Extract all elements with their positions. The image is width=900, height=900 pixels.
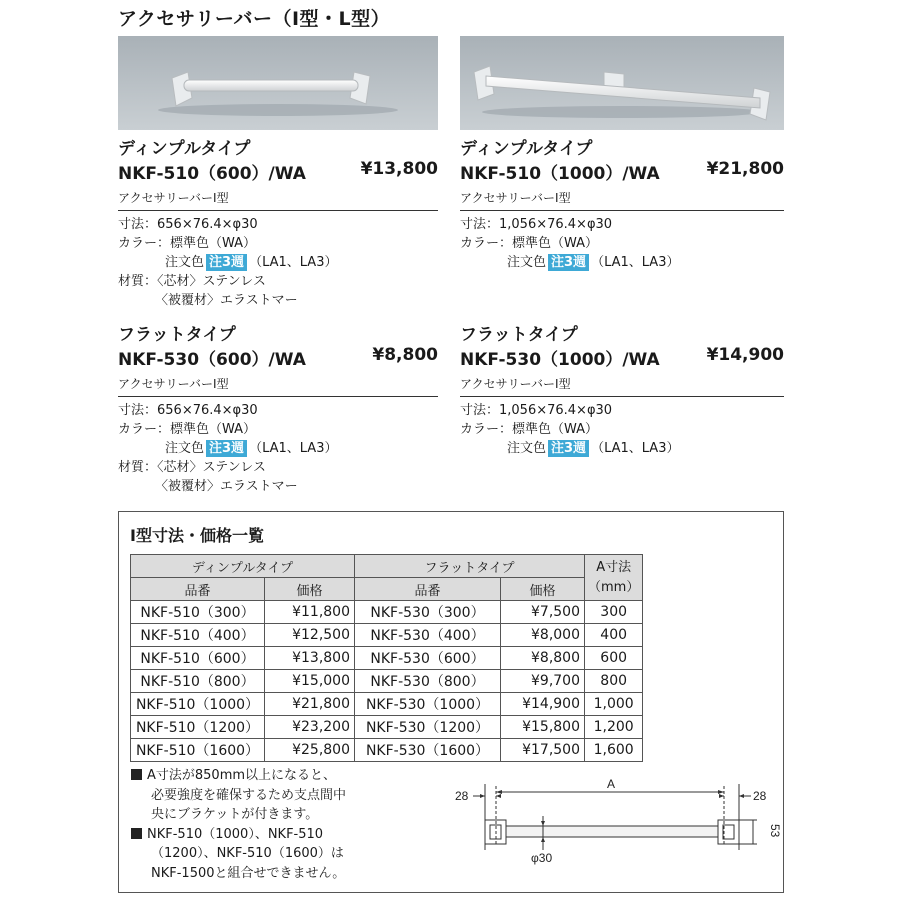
spec-color-standard: カラー：標準色（WA） xyxy=(118,422,257,437)
bracket-right xyxy=(718,820,739,844)
dimple-code-cell: NKF-510（1000） xyxy=(131,693,265,716)
product-price: ¥13,800 xyxy=(360,159,438,179)
bar-body xyxy=(506,826,718,837)
dimple-price-cell: ¥12,500 xyxy=(265,624,355,647)
dimple-code-cell: NKF-510（300） xyxy=(131,601,265,624)
spec-size: 寸法：656×76.4×φ30 xyxy=(118,217,258,232)
dimension-diagram xyxy=(455,776,782,876)
table-row xyxy=(131,739,643,762)
table-row xyxy=(131,716,643,739)
flat-price-cell: ¥15,800 xyxy=(501,716,585,739)
divider xyxy=(118,396,438,397)
product-subtitle: アクセサリーバーI型 xyxy=(460,191,571,205)
product-type: ディンプルタイプ xyxy=(460,139,593,159)
note-1-line-3: 央にブラケットが付きます。 xyxy=(151,807,319,822)
table-row xyxy=(131,670,643,693)
note-text: A寸法が850mm以上になると、 xyxy=(147,768,337,783)
spec-material-core: 材質：〈芯材〉ステンレス xyxy=(118,274,266,289)
product-photo-nkf510-1000 xyxy=(460,36,784,130)
spec-color-order xyxy=(460,439,784,458)
note-2-line-3: NKF-1500と組合せできません。 xyxy=(151,865,346,881)
label-diameter: φ30 xyxy=(531,851,553,865)
product-subtitle: アクセサリーバーI型 xyxy=(118,191,229,205)
a-dimension-cell: 1,600 xyxy=(585,739,643,762)
table-row xyxy=(131,693,643,716)
spec-color-order xyxy=(460,253,784,272)
a-dimension-cell: 1,000 xyxy=(585,693,643,716)
a-dimension-cell: 300 xyxy=(585,601,643,624)
flat-price-cell: ¥14,900 xyxy=(501,693,585,716)
arrow-icon xyxy=(496,794,501,798)
spec-list xyxy=(118,215,438,310)
order-color-codes: （LA1、LA3） xyxy=(249,255,338,270)
arrow-icon xyxy=(718,790,724,794)
flat-price-cell: ¥8,800 xyxy=(501,647,585,670)
header-a-dimension xyxy=(585,555,643,601)
spec-material-core: 材質：〈芯材〉ステンレス xyxy=(118,460,266,475)
order-color-label: 注文色 xyxy=(165,441,205,456)
product-card-nkf510-1000 xyxy=(460,134,784,272)
flat-code-cell: NKF-530（300） xyxy=(355,601,501,624)
spec-color-standard: カラー：標準色（WA） xyxy=(460,422,599,437)
model-line xyxy=(118,345,438,370)
spec-color-standard: カラー：標準色（WA） xyxy=(118,236,257,251)
arrow-icon xyxy=(496,790,502,794)
spec-size: 寸法：656×76.4×φ30 xyxy=(118,403,258,418)
price-table-title: I型寸法・価格一覧 xyxy=(130,526,264,545)
header-dimple-code: 品番 xyxy=(131,578,265,601)
arrow-icon xyxy=(541,837,545,842)
lead-time-badge: 注3週 xyxy=(548,254,589,271)
header-flat-code: 品番 xyxy=(355,578,501,601)
dimple-code-cell: NKF-510（1600） xyxy=(131,739,265,762)
note-text: NKF-510（1000）、NKF-510 xyxy=(147,826,324,842)
spec-list xyxy=(118,401,438,496)
dimple-price-cell: ¥13,800 xyxy=(265,647,355,670)
flat-price-cell: ¥9,700 xyxy=(501,670,585,693)
order-color-codes: （LA1、LA3） xyxy=(591,441,680,456)
label-a: A xyxy=(607,777,616,791)
product-price: ¥21,800 xyxy=(706,159,784,179)
product-type: フラットタイプ xyxy=(118,325,236,345)
dimple-price-cell: ¥15,000 xyxy=(265,670,355,693)
dimple-code-cell: NKF-510（800） xyxy=(131,670,265,693)
model-number: NKF-530（1000）/WA xyxy=(460,350,660,370)
table-row xyxy=(131,601,643,624)
lead-time-badge: 注3週 xyxy=(206,440,247,457)
price-table xyxy=(130,554,643,762)
product-type: フラットタイプ xyxy=(460,325,578,345)
dimple-code-cell: NKF-510（400） xyxy=(131,624,265,647)
flat-code-cell: NKF-530（1600） xyxy=(355,739,501,762)
spec-size: 寸法：1,056×76.4×φ30 xyxy=(460,217,613,232)
spec-color-standard: カラー：標準色（WA） xyxy=(460,236,599,251)
spec-color-order xyxy=(118,253,438,272)
dimple-code-cell: NKF-510（600） xyxy=(131,647,265,670)
dimple-price-cell: ¥25,800 xyxy=(265,739,355,762)
product-price: ¥14,900 xyxy=(706,345,784,365)
product-card-nkf530-600 xyxy=(118,320,438,496)
flat-code-cell: NKF-530（1200） xyxy=(355,716,501,739)
arrow-icon xyxy=(480,794,485,798)
notes xyxy=(131,766,346,883)
arrow-icon xyxy=(739,794,744,798)
spec-size: 寸法：1,056×76.4×φ30 xyxy=(460,403,613,418)
flat-price-cell: ¥8,000 xyxy=(501,624,585,647)
label-height: 53 xyxy=(768,824,782,838)
bullet-square-icon xyxy=(131,828,142,839)
table-row xyxy=(131,647,643,670)
header-a-dimension-unit: （mm） xyxy=(588,579,640,595)
note-1-line-1 xyxy=(131,766,346,786)
dimple-price-cell: ¥21,800 xyxy=(265,693,355,716)
order-color-label: 注文色 xyxy=(507,255,547,270)
product-subtitle: アクセサリーバーI型 xyxy=(460,377,571,391)
product-type: ディンプルタイプ xyxy=(118,139,251,159)
a-dimension-cell: 1,200 xyxy=(585,716,643,739)
product-subtitle: アクセサリーバーI型 xyxy=(118,377,229,391)
spec-list xyxy=(460,401,784,458)
table-row xyxy=(131,624,643,647)
flat-price-cell: ¥7,500 xyxy=(501,601,585,624)
header-dimple-price: 価格 xyxy=(265,578,355,601)
flat-code-cell: NKF-530（400） xyxy=(355,624,501,647)
product-price: ¥8,800 xyxy=(372,345,438,365)
arrow-icon xyxy=(719,794,724,798)
header-a-dimension-label: A寸法 xyxy=(596,559,632,575)
product-card-nkf510-600 xyxy=(118,134,438,310)
model-number: NKF-510（600）/WA xyxy=(118,164,306,184)
spec-material-cover: 〈被覆材〉エラストマー xyxy=(155,293,298,308)
header-dimple-type: ディンプルタイプ xyxy=(131,555,355,578)
product-photo-nkf510-600 xyxy=(118,36,438,130)
a-dimension-cell: 600 xyxy=(585,647,643,670)
product-card-nkf530-1000 xyxy=(460,320,784,458)
order-color-label: 注文色 xyxy=(507,441,547,456)
divider xyxy=(118,210,438,211)
a-dimension-cell: 400 xyxy=(585,624,643,647)
flat-code-cell: NKF-530（600） xyxy=(355,647,501,670)
a-dimension-cell: 800 xyxy=(585,670,643,693)
spec-material-cover: 〈被覆材〉エラストマー xyxy=(155,479,298,494)
bullet-square-icon xyxy=(131,769,142,780)
spec-color-order xyxy=(118,439,438,458)
dimple-price-cell: ¥11,800 xyxy=(265,601,355,624)
divider xyxy=(460,210,784,211)
order-color-label: 注文色 xyxy=(165,255,205,270)
note-1-line-2: 必要強度を確保するため支点間中 xyxy=(151,787,347,803)
dimple-price-cell: ¥23,200 xyxy=(265,716,355,739)
order-color-codes: （LA1、LA3） xyxy=(591,255,680,270)
label-left-offset: 28 xyxy=(455,789,469,803)
order-color-codes: （LA1、LA3） xyxy=(249,441,338,456)
model-line xyxy=(460,159,784,184)
page-title: アクセサリーバー（I型・L型） xyxy=(118,8,391,30)
model-number: NKF-530（600）/WA xyxy=(118,350,306,370)
flat-code-cell: NKF-530（1000） xyxy=(355,693,501,716)
label-right-offset: 28 xyxy=(753,789,767,803)
model-number: NKF-510（1000）/WA xyxy=(460,164,660,184)
model-line xyxy=(460,345,784,370)
header-flat-type: フラットタイプ xyxy=(355,555,585,578)
arrow-icon xyxy=(541,821,545,826)
flat-price-cell: ¥17,500 xyxy=(501,739,585,762)
lead-time-badge: 注3週 xyxy=(548,440,589,457)
note-2-line-1 xyxy=(131,825,346,845)
spec-list xyxy=(460,215,784,272)
dimple-code-cell: NKF-510（1200） xyxy=(131,716,265,739)
header-flat-price: 価格 xyxy=(501,578,585,601)
flat-code-cell: NKF-530（800） xyxy=(355,670,501,693)
bracket-right-inner xyxy=(723,825,734,839)
model-line xyxy=(118,159,438,184)
note-2-line-2: （1200）、NKF-510（1600）は xyxy=(151,846,344,861)
divider xyxy=(460,396,784,397)
lead-time-badge: 注3週 xyxy=(206,254,247,271)
